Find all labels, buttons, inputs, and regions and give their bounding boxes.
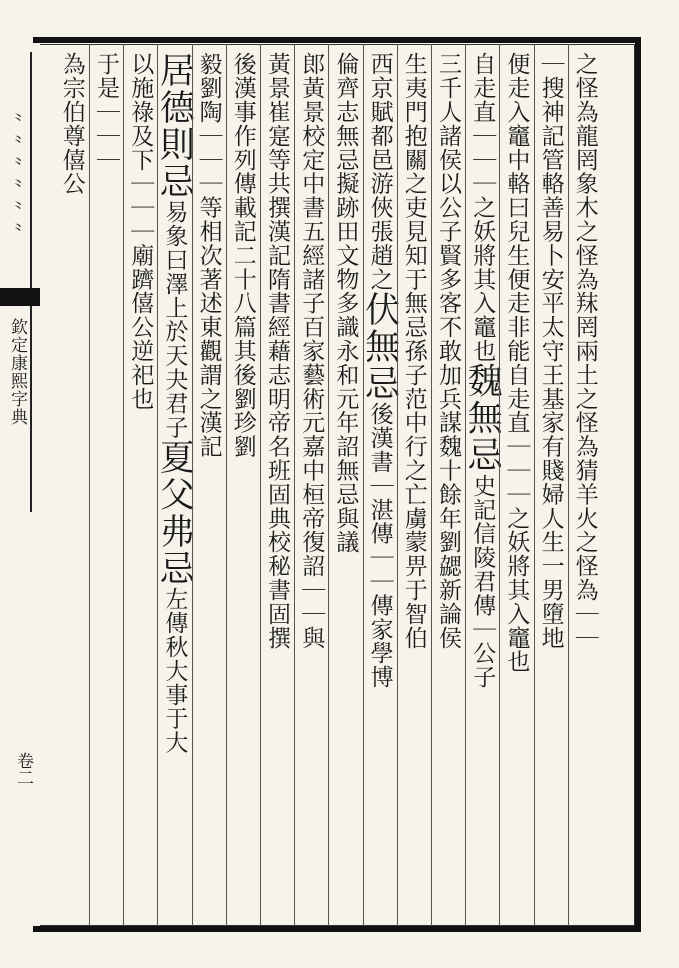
text-column: 後漢事作列傳載記二十八篇其後劉珍劉 (229, 52, 256, 459)
column-rule (89, 44, 90, 926)
column-rule (123, 44, 124, 926)
column-text: 自走直｜｜｜之妖將其入竈也 (469, 52, 496, 363)
text-column: 生夷門抱關之吏見知于無忌孫子范中行之亡虜蒙畀于智伯 (400, 52, 427, 650)
column-rule (534, 44, 535, 926)
column-rule (465, 44, 466, 926)
text-column (462, 52, 503, 918)
text-column: 毅劉陶｜｜｜等相次著述東觀謂之漢記 (195, 52, 222, 459)
headword: 夏父弗忌 (154, 439, 195, 587)
page-number: 卷二 (13, 752, 33, 786)
text-column: 便走入竈中輅曰兒生便走非能自走直｜｜｜之妖將其入竈也 (503, 52, 530, 674)
column-rule (431, 44, 432, 926)
column-text: 後漢書｜湛傳｜｜傳家學博 (366, 402, 393, 689)
column-rule (294, 44, 295, 926)
text-column: 郎黃景校定中書五經諸子百家藝術元嘉中桓帝復詔｜｜與 (298, 52, 325, 650)
text-column (154, 52, 195, 918)
text-column: 之怪為龍罔象木之怪為䍪罔兩土之怪為猜羊火之怪為｜｜ (571, 52, 598, 650)
margin-strip (0, 52, 32, 512)
text-column: 黃景崔寔等共撰漢記隋書經藉志明帝名班固典校秘書固撰 (264, 52, 290, 650)
column-rule (192, 44, 193, 926)
text-column: 為宗伯尊僖公 (58, 52, 85, 196)
text-column (359, 52, 400, 918)
headword: 魏無忌 (462, 362, 503, 474)
column-rule (260, 44, 261, 926)
text-column: 倫齊志無忌擬跡田文物多識永和元年詔無忌與議 (332, 52, 359, 554)
column-text: 史記信陵君傳｜公子 (469, 473, 496, 689)
column-text: 西京賦都邑游俠張趙之 (366, 52, 393, 291)
headword: 伏無忌 (359, 291, 400, 402)
text-column: 三千人諸侯以公子賢多客不敢加兵謀魏十餘年劉勰新論侯 (435, 52, 461, 650)
column-rule (568, 44, 569, 926)
text-column: ｜搜神記管輅善易卜安平太守王基家有賤婦人生一男墮地 (537, 52, 564, 650)
column-rule (226, 44, 227, 926)
text-column: 以施祿及下｜｜｜廟躋僖公逆祀也 (127, 52, 154, 411)
column-rule (328, 44, 329, 926)
column-text: 左傳秋大事于大 (161, 587, 188, 755)
column-rule (397, 44, 398, 926)
column-text: 易象曰澤上於天夬君子 (161, 200, 188, 439)
text-column: 于是｜｜｜ (93, 52, 119, 172)
column-rule (157, 44, 158, 926)
headword: 居德則忌 (154, 52, 195, 200)
column-rule (499, 44, 500, 926)
margin-fragment: ⺀⺀⺀⺀⺀⺀ (8, 112, 27, 244)
book-title: 欽定康熙字典 (7, 318, 27, 426)
column-rule (363, 44, 364, 926)
